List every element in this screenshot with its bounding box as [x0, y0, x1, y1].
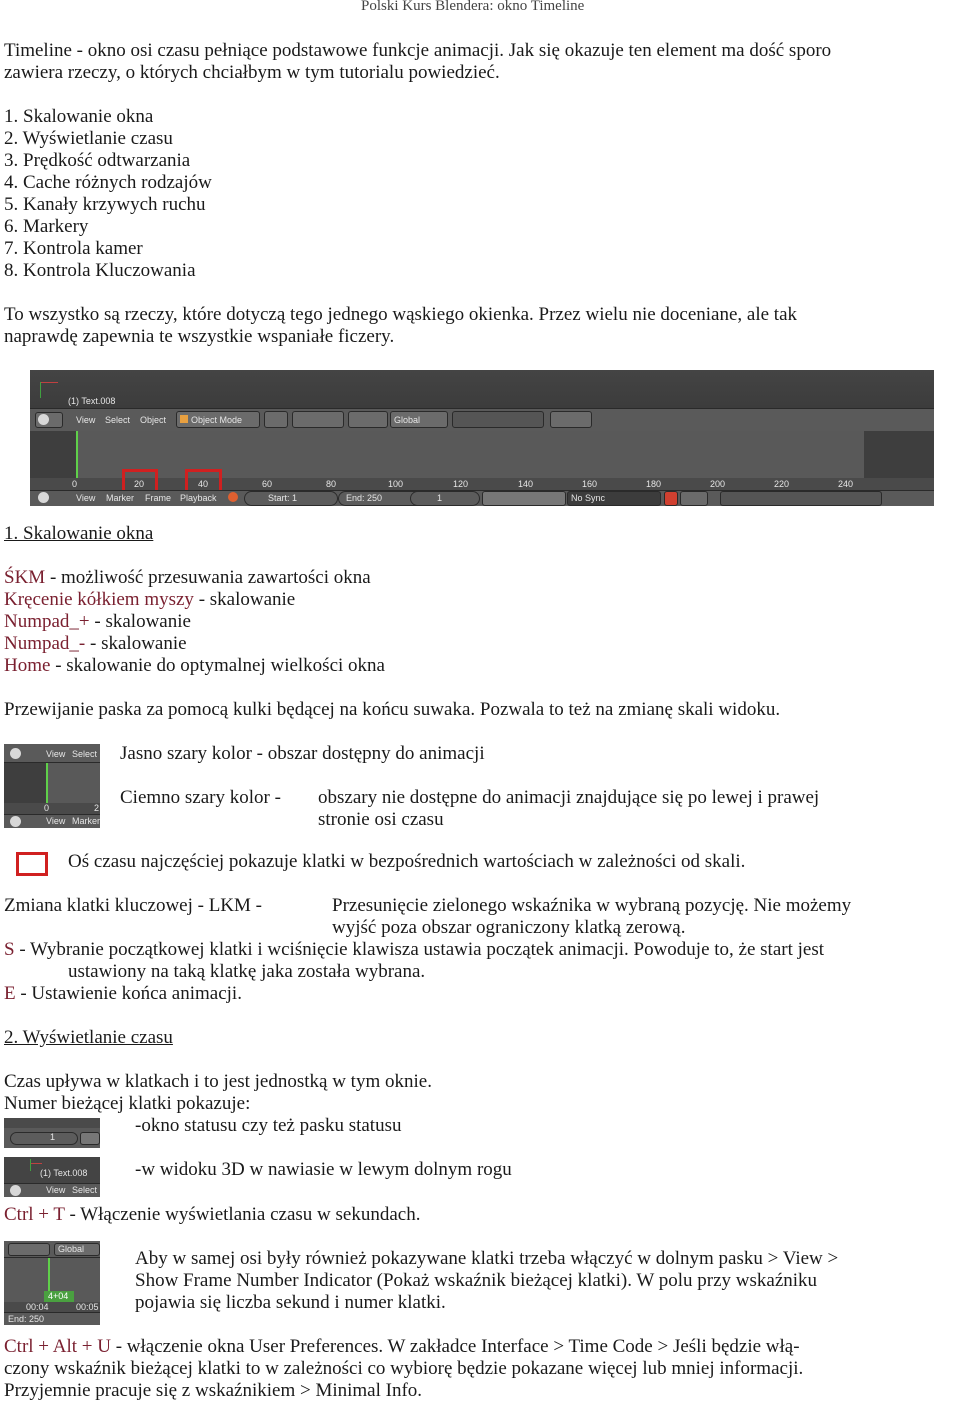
dark-gray-label: Ciemno szary kolor -: [120, 787, 281, 808]
current-frame-label: 1: [437, 493, 443, 503]
option-status: -okno statusu czy też pasku statusu: [135, 1115, 402, 1136]
thumb-ruler-tick: 0: [44, 803, 50, 813]
tl-menu-view[interactable]: View: [76, 493, 96, 503]
playback-controls[interactable]: [482, 491, 566, 506]
tl-menu-playback[interactable]: Playback: [180, 493, 217, 503]
e-key-line: [4, 983, 242, 1005]
s-key-continued: ustawiony na taką klatkę jaka została wybrana.: [68, 961, 426, 982]
shortcut-desc: - włączenie okna User Preferences. W zakładce Interface > Time Code > Jeśli będzie włą-: [110, 1336, 800, 1357]
shortcut-key: Kręcenie kółkiem myszy: [4, 589, 194, 610]
end-frame-label: End: 250: [346, 493, 383, 503]
status-play-buttons: [80, 1132, 100, 1145]
prefs-line-3: Przyjemnie pracuje się z wskaźnikiem > Minimal Info.: [4, 1380, 423, 1401]
ruler-tick: 40: [198, 479, 209, 489]
tl-menu-frame[interactable]: Frame: [145, 493, 172, 503]
timeline-editor-icon[interactable]: [38, 492, 49, 503]
sync-label: No Sync: [571, 493, 606, 503]
thumb-view3d-label: (1) Text.008: [40, 1168, 88, 1178]
view3d-thumbnail: [4, 1157, 100, 1197]
mode-label: Object Mode: [191, 415, 243, 425]
thumb-active-area: [46, 763, 100, 803]
keyframe-text: wyjść poza obszar ograniczony klatką zerową.: [332, 917, 686, 938]
shortcut-key: Numpad_-: [4, 633, 86, 654]
shortcut-desc: - Wybranie początkowej klatki i wciśnięcie klawisza ustawia początek animacji. Powoduje to, że start jest: [14, 939, 824, 960]
seconds-thumbnail: [4, 1241, 100, 1325]
shortcut-desc: - skalowanie: [85, 633, 187, 654]
toc-item: 7. Kontrola kamer: [4, 238, 143, 259]
intro-line-2: zawiera rzeczy, o których chciałbym w tym tutorialu powiedzieć.: [4, 62, 500, 83]
redbox-note: Oś czasu najczęściej pokazuje klatki w bezpośrednich wartościach w zależności od skali.: [68, 851, 746, 872]
shortcut-desc: - Włączenie wyświetlania czasu w sekundach.: [64, 1204, 421, 1225]
shortcut-line: [4, 589, 295, 611]
shortcut-line: [4, 567, 371, 589]
prefs-line: [4, 1336, 800, 1358]
current-frame-field[interactable]: [410, 491, 480, 506]
thumb-ruler-tick: 2: [94, 803, 100, 813]
thumb-menu-marker: Marker: [72, 816, 100, 826]
shortcut-key: Numpad_+: [4, 611, 90, 632]
menu-view[interactable]: View: [76, 415, 96, 425]
section-title: 1. Skalowanie okna: [4, 523, 154, 544]
orientation-label: Global: [394, 415, 421, 425]
thumb-ruler-tick: 00:05: [76, 1302, 99, 1312]
status-bar-thumbnail: [4, 1118, 100, 1148]
layers-grid[interactable]: [452, 411, 544, 428]
scroll-note: Przewijanie paska za pomocą kulki będącej na końcu suwaka. Pozwala to też na zmianę skali widoku.: [4, 699, 781, 720]
manipulator-button[interactable]: [348, 411, 388, 428]
thumb-orientation-label: Global: [58, 1244, 85, 1254]
dark-gray-text: obszary nie dostępne do animacji znajdujące się po lewej i prawej: [318, 787, 820, 808]
keyframe-label: Zmiana klatki kluczowej - LKM -: [4, 895, 263, 916]
light-gray-note: Jasno szary kolor - obszar dostępny do animacji: [120, 743, 485, 764]
thumb-ruler: [4, 803, 100, 814]
shortcut-desc: - skalowanie: [89, 611, 191, 632]
start-frame-label: Start: 1: [268, 493, 298, 503]
thumb-buttons: [8, 1243, 50, 1256]
thumb-indicator-label: 4+04: [48, 1291, 69, 1301]
status-frame-field: [10, 1132, 78, 1145]
show-frame-note: Show Frame Number Indicator (Pokaż wskaźnik bieżącej klatki). W polu przy wskaźniku: [135, 1270, 818, 1291]
ruler-tick: 0: [72, 479, 78, 489]
show-frame-note: pojawia się liczba sekund i numer klatki.: [135, 1292, 446, 1313]
shortcut-desc: - możliwość przesuwania zawartości okna: [45, 567, 371, 588]
shortcut-line: [4, 633, 187, 655]
ruler-tick: 220: [774, 479, 790, 489]
shortcut-key: Ctrl + Alt + U: [4, 1336, 111, 1357]
thumb-axis-x: [30, 1163, 42, 1164]
shortcut-desc: - Ustawienie końca animacji.: [15, 983, 242, 1004]
thumb-editor-icon: [10, 816, 21, 827]
shortcut-key: ŚKM: [4, 567, 46, 588]
keyframe-text: Przesunięcie zielonego wskaźnika w wybraną pozycję. Nie możemy: [332, 895, 852, 916]
shading-button[interactable]: [264, 411, 288, 428]
object-mode-icon: [180, 415, 188, 423]
ruler-tick: 240: [838, 479, 854, 489]
toc-item: 2. Wyświetlanie czasu: [4, 128, 173, 149]
keyingset-button[interactable]: [680, 491, 708, 506]
ruler-tick: 140: [518, 479, 534, 489]
blender-timeline-screenshot: [30, 370, 934, 506]
thumb-editor-icon: [10, 1185, 21, 1196]
current-frame-note: Numer bieżącej klatki pokazuje:: [4, 1093, 251, 1114]
toc-item: 4. Cache różnych rodzajów: [4, 172, 212, 193]
status-ruler: [4, 1118, 100, 1128]
menu-select[interactable]: Select: [105, 415, 131, 425]
show-frame-note: Aby w samej osi były również pokazywane klatki trzeba włączyć w dolnym pasku > View >: [135, 1248, 839, 1269]
intro-line-1: Timeline - okno osi czasu pełniące podstawowe funkcje animacji. Jak się okazuje ten element ma dość sporo: [4, 40, 832, 61]
toc-item: 5. Kanały krzywych ruchu: [4, 194, 206, 215]
thumb-menu-select: Select: [72, 1185, 98, 1195]
section-title: 2. Wyświetlanie czasu: [4, 1027, 173, 1048]
autokey-button[interactable]: [664, 491, 678, 506]
view3d-area: [30, 370, 934, 408]
ruler-tick: 180: [646, 479, 662, 489]
thumb-frame-indicator: [46, 763, 48, 808]
ctrl-t-line: [4, 1204, 420, 1226]
page-header: Polski Kurs Blendera: okno Timeline: [361, 0, 585, 14]
thumb-editor-icon: [10, 748, 21, 759]
thumb-ruler-tick: 00:04: [26, 1302, 49, 1312]
editor-type-icon: [38, 414, 49, 425]
view3d-frame-label: (1) Text.008: [68, 396, 116, 406]
shortcut-line: [4, 611, 191, 633]
ruler-tick: 160: [582, 479, 598, 489]
toc-item: 1. Skalowanie okna: [4, 106, 154, 127]
axis-y-line: [40, 382, 41, 398]
shortcut-line: [4, 655, 385, 677]
menu-object[interactable]: Object: [140, 415, 167, 425]
shortcut-key: Ctrl + T: [4, 1204, 65, 1225]
timeline-ruler: [30, 478, 934, 490]
toc-item: 8. Kontrola Kluczowania: [4, 260, 196, 281]
s-key-line: [4, 939, 824, 961]
ruler-tick: 80: [326, 479, 337, 489]
status-frame-value: 1: [50, 1132, 56, 1142]
thumb-menu-view: View: [46, 816, 66, 826]
red-box-icon: [16, 852, 48, 876]
thumb-menu-view: View: [46, 1185, 66, 1195]
thumb-menu-view: View: [46, 749, 66, 759]
toc-item: 3. Prędkość odtwarzania: [4, 150, 191, 171]
summary-line-1: To wszystko są rzeczy, które dotyczą tego jednego wąskiego okienka. Przez wielu nie doceniane, ale tak: [4, 304, 798, 325]
toc-item: 6. Markery: [4, 216, 89, 237]
timeline-dark-right: [864, 431, 934, 481]
timeline-thumbnail: [4, 744, 100, 828]
option-3d-view: -w widoku 3D w nawiasie w lewym dolnym rogu: [135, 1159, 512, 1180]
ruler-tick: 200: [710, 479, 726, 489]
dark-gray-text: stronie osi czasu: [318, 809, 444, 830]
summary-line-2: naprawdę zapewnia te wszystkie wspaniałe ficzery.: [4, 326, 395, 347]
thumb-axis-y: [30, 1159, 31, 1171]
time-unit-note: Czas upływa w klatkach i to jest jednostką w tym oknie.: [4, 1071, 432, 1092]
axis-x-line: [40, 382, 58, 383]
thumb-menu-select: Select: [72, 749, 98, 759]
keying-set-field[interactable]: [720, 491, 882, 506]
tl-menu-marker[interactable]: Marker: [106, 493, 135, 503]
record-icon[interactable]: [228, 492, 238, 502]
shortcut-desc: - skalowanie: [193, 589, 296, 610]
pivot-button[interactable]: [292, 411, 344, 428]
shortcut-key: S: [4, 939, 15, 960]
prefs-line-2: czony wskaźnik bieżącej klatki to w zależności co wybiorę będzie pokazane więcej lub mniej informacji.: [4, 1358, 804, 1379]
ruler-tick: 20: [134, 479, 145, 489]
shortcut-key: Home: [4, 655, 51, 676]
shortcut-desc: - skalowanie do optymalnej wielkości okna: [50, 655, 385, 676]
shortcut-key: E: [4, 983, 16, 1004]
snap-button[interactable]: [550, 411, 592, 428]
ruler-tick: 120: [453, 479, 469, 489]
timeline-dark-left: [30, 431, 76, 481]
ruler-tick: 60: [262, 479, 273, 489]
thumb-end-label: End: 250: [8, 1314, 45, 1324]
ruler-tick: 100: [388, 479, 404, 489]
